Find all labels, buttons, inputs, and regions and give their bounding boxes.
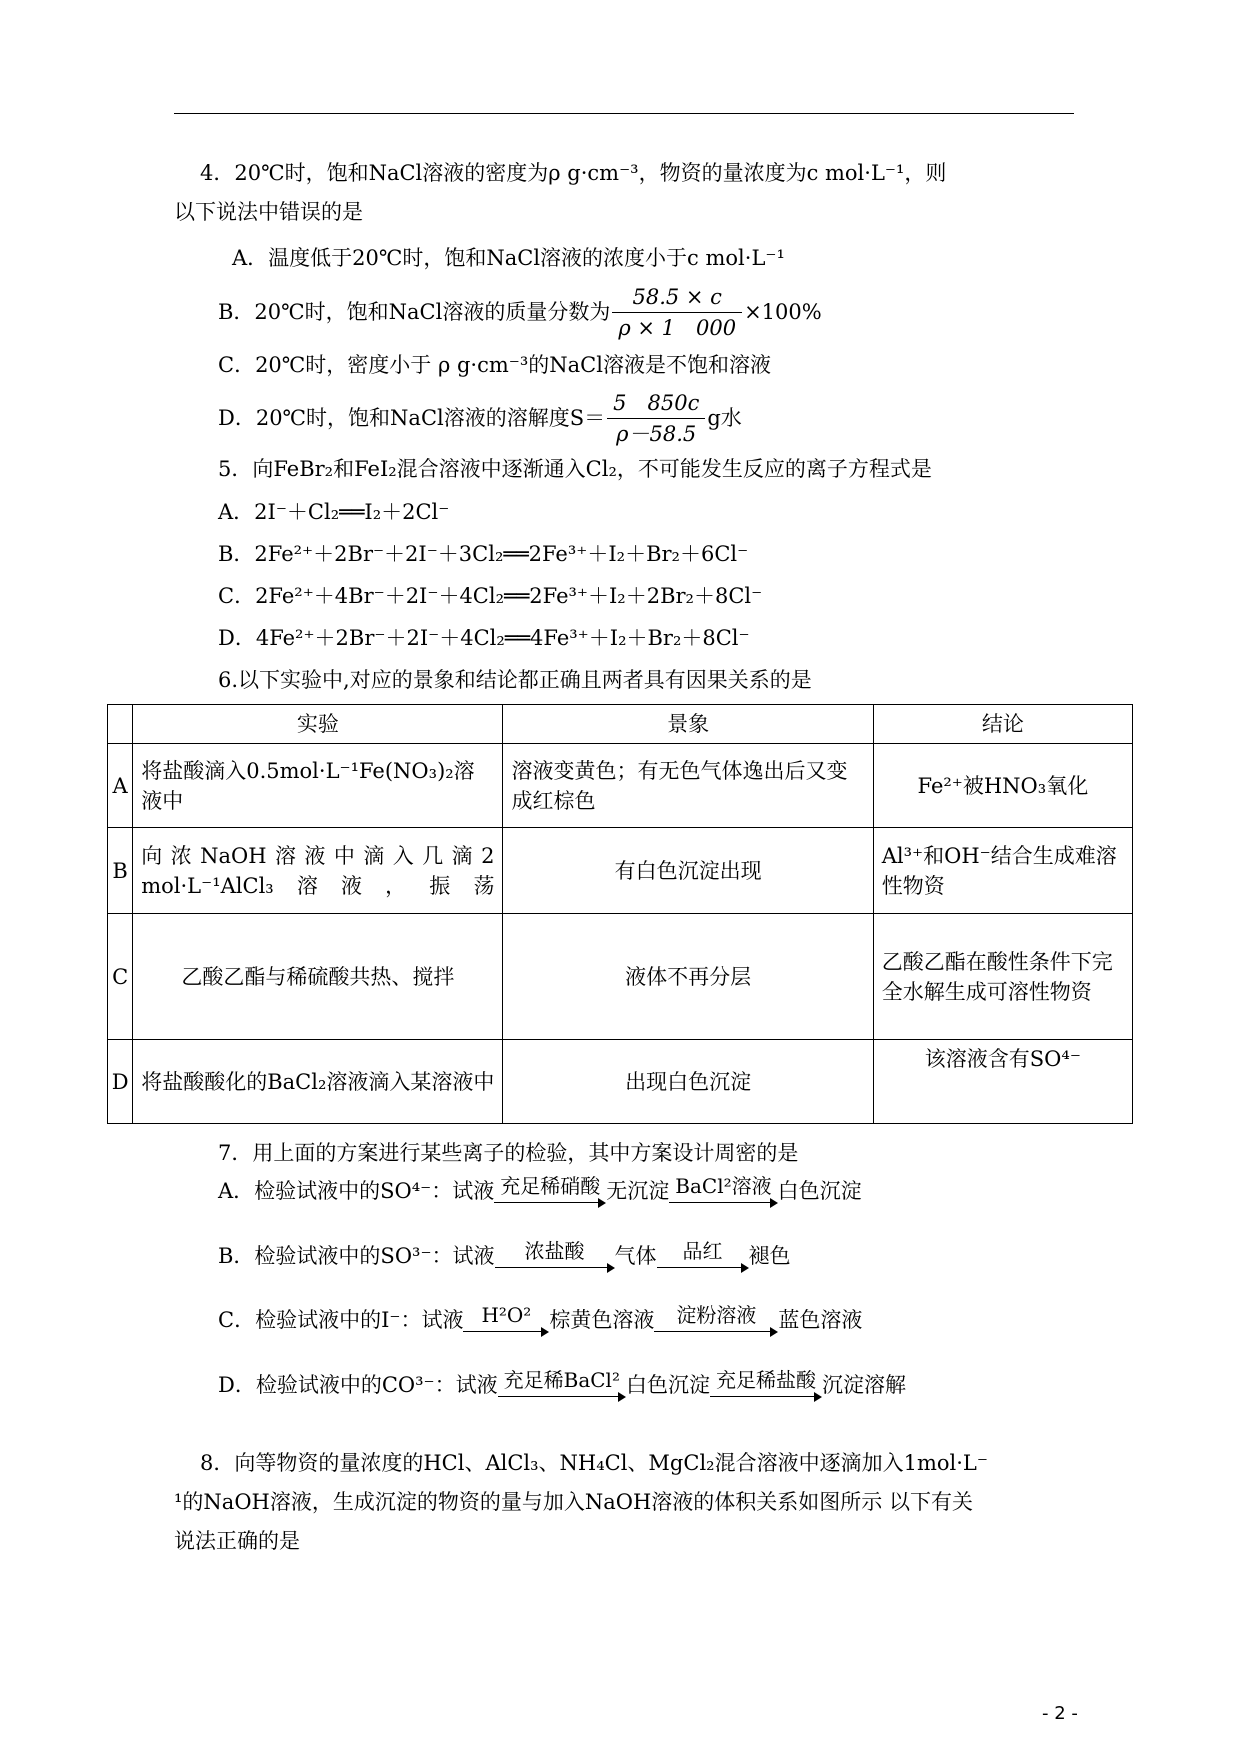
row-phenomenon: 出现白色沉淀 <box>503 1040 873 1124</box>
q8-line2: ¹的NaOH溶液，生成沉淀的物资的量与加入NaOH溶液的体积关系如图所示 以下有关 <box>174 1490 973 1514</box>
q7-b-product1: 气体 <box>614 1244 657 1268</box>
q4-option-b-fraction <box>612 284 742 341</box>
row-phenomenon: 溶液变黄色；有无色气体逸出后又变成红棕色 <box>503 744 873 828</box>
table-header-conclusion: 结论 <box>873 705 1132 744</box>
q4-option-b-suffix: ×100% <box>744 300 822 324</box>
q6-experiment-table <box>107 704 1133 1124</box>
q4-option-c: C．20℃时，密度小于 ρ g·cm⁻³的NaCl溶液是不饱和溶液 <box>218 353 771 377</box>
q7-b-prefix: B．检验试液中的SO³⁻：试液 <box>218 1244 495 1268</box>
q7-b-product2: 褪色 <box>748 1244 791 1268</box>
row-experiment: 将盐酸酸化的BaCl₂溶液滴入某溶液中 <box>133 1040 503 1124</box>
q4-stem-line1: 4．20℃时，饱和NaCl溶液的密度为ρ g·cm⁻³，物资的量浓度为c mol·L⁻¹，则 <box>200 161 947 185</box>
row-experiment: 将盐酸滴入0.5mol·L⁻¹Fe(NO₃)₂溶液中 <box>133 744 503 828</box>
q7-option-b <box>218 1239 791 1273</box>
reaction-arrow <box>657 1239 749 1273</box>
q4-option-d-denominator: ρ－58.5 <box>616 421 697 446</box>
arrow-reagent: 淀粉溶液 <box>676 1303 757 1327</box>
row-experiment: 乙酸乙酯与稀硫酸共热、搅拌 <box>133 914 503 1040</box>
q4-option-a: A．温度低于20℃时，饱和NaCl溶液的浓度小于c mol·L⁻¹ <box>232 246 785 270</box>
arrow-icon <box>463 1327 549 1337</box>
arrow-reagent: BaCl²溶液 <box>675 1174 772 1198</box>
table-header-phenomenon: 景象 <box>503 705 873 744</box>
row-conclusion: 乙酸乙酯在酸性条件下完全水解生成可溶性物资 <box>873 914 1132 1040</box>
table-row <box>108 744 1133 828</box>
q5-option-a: A．2I⁻＋Cl₂══I₂＋2Cl⁻ <box>218 500 450 524</box>
q6-stem: 6.以下实验中,对应的景象和结论都正确且两者具有因果关系的是 <box>218 668 812 692</box>
table-row <box>108 914 1133 1040</box>
table-header-experiment: 实验 <box>133 705 503 744</box>
table-header-row <box>108 705 1133 744</box>
q7-option-c <box>218 1303 862 1337</box>
reaction-arrow <box>498 1368 626 1402</box>
q7-a-product2: 白色沉淀 <box>777 1179 862 1203</box>
row-conclusion: 该溶液含有SO⁴⁻ <box>873 1040 1132 1124</box>
table-corner-cell <box>108 705 133 744</box>
q5-option-c: C．2Fe²⁺＋4Br⁻＋2I⁻＋4Cl₂══2Fe³⁺＋I₂＋2Br₂＋8Cl⁻ <box>218 584 763 608</box>
row-label: C <box>108 914 133 1040</box>
reaction-arrow <box>710 1368 822 1402</box>
header-rule <box>174 113 1074 114</box>
arrow-reagent: 充足稀盐酸 <box>715 1368 816 1392</box>
q7-option-d <box>218 1368 906 1402</box>
q5-option-d: D．4Fe²⁺＋2Br⁻＋2I⁻＋4Cl₂══4Fe³⁺＋I₂＋Br₂＋8Cl⁻ <box>218 626 750 650</box>
q7-option-a <box>218 1174 862 1208</box>
arrow-icon <box>494 1198 606 1208</box>
arrow-reagent: 充足稀BaCl² <box>503 1368 620 1392</box>
row-label: D <box>108 1040 133 1124</box>
q8-line1: 8．向等物资的量浓度的HCl、AlCl₃、NH₄Cl、MgCl₂混合溶液中逐滴加入1mol·L⁻ <box>200 1451 988 1475</box>
q7-c-prefix: C．检验试液中的I⁻：试液 <box>218 1308 464 1332</box>
q7-a-product1: 无沉淀 <box>606 1179 670 1203</box>
q7-c-product1: 棕黄色溶液 <box>549 1308 655 1332</box>
q4-option-d-numerator: 5 850c <box>607 390 705 419</box>
q4-option-d-suffix: g水 <box>707 406 742 430</box>
table-row <box>108 1040 1133 1124</box>
reaction-arrow <box>654 1303 778 1337</box>
arrow-icon <box>669 1198 777 1208</box>
reaction-arrow <box>669 1174 777 1208</box>
row-conclusion: Fe²⁺被HNO₃氧化 <box>873 744 1132 828</box>
q7-d-prefix: D．检验试液中的CO³⁻：试液 <box>218 1373 498 1397</box>
q7-a-prefix: A．检验试液中的SO⁴⁻：试液 <box>218 1179 495 1203</box>
arrow-reagent: H²O² <box>481 1303 532 1327</box>
row-experiment: 向浓NaOH溶液中滴入几滴2 mol·L⁻¹AlCl₃溶液，振荡 <box>133 828 503 914</box>
arrow-reagent: 浓盐酸 <box>524 1239 585 1263</box>
row-label: A <box>108 744 133 828</box>
arrow-icon <box>654 1327 778 1337</box>
row-label: B <box>108 828 133 914</box>
q4-stem-line2: 以下说法中错误的是 <box>174 200 363 224</box>
arrow-icon <box>498 1392 626 1402</box>
q5-stem: 5．向FeBr₂和FeI₂混合溶液中逐渐通入Cl₂，不可能发生反应的离子方程式是 <box>218 457 932 481</box>
row-phenomenon: 有白色沉淀出现 <box>503 828 873 914</box>
q4-option-d-text: D．20℃时，饱和NaCl溶液的溶解度S＝ <box>218 406 606 430</box>
q4-option-b-text: B．20℃时，饱和NaCl溶液的质量分数为 <box>218 300 611 324</box>
page-number: - 2 - <box>1042 1703 1078 1724</box>
arrow-reagent: 充足稀硝酸 <box>500 1174 601 1198</box>
reaction-arrow <box>494 1174 606 1208</box>
arrow-icon <box>710 1392 822 1402</box>
q7-d-product2: 沉淀溶解 <box>821 1373 906 1397</box>
arrow-icon <box>495 1263 615 1273</box>
q7-c-product2: 蓝色溶液 <box>778 1308 863 1332</box>
q7-stem: 7．用上面的方案进行某些离子的检验，其中方案设计周密的是 <box>218 1141 799 1165</box>
reaction-arrow <box>495 1239 615 1273</box>
arrow-reagent: 品红 <box>682 1239 723 1263</box>
q4-option-b <box>218 282 822 342</box>
q8-line3: 说法正确的是 <box>174 1529 300 1553</box>
row-conclusion: Al³⁺和OH⁻结合生成难溶性物资 <box>873 828 1132 914</box>
row-phenomenon: 液体不再分层 <box>503 914 873 1040</box>
q4-option-d-fraction <box>607 390 705 447</box>
arrow-icon <box>657 1263 749 1273</box>
q4-option-b-numerator: 58.5 × c <box>612 284 742 313</box>
reaction-arrow <box>463 1303 549 1337</box>
q4-option-b-denominator: ρ × 1 000 <box>618 315 737 340</box>
q4-option-d <box>218 388 742 448</box>
q5-option-b: B．2Fe²⁺＋2Br⁻＋2I⁻＋3Cl₂══2Fe³⁺＋I₂＋Br₂＋6Cl⁻ <box>218 542 749 566</box>
q7-d-product1: 白色沉淀 <box>625 1373 710 1397</box>
table-row <box>108 828 1133 914</box>
